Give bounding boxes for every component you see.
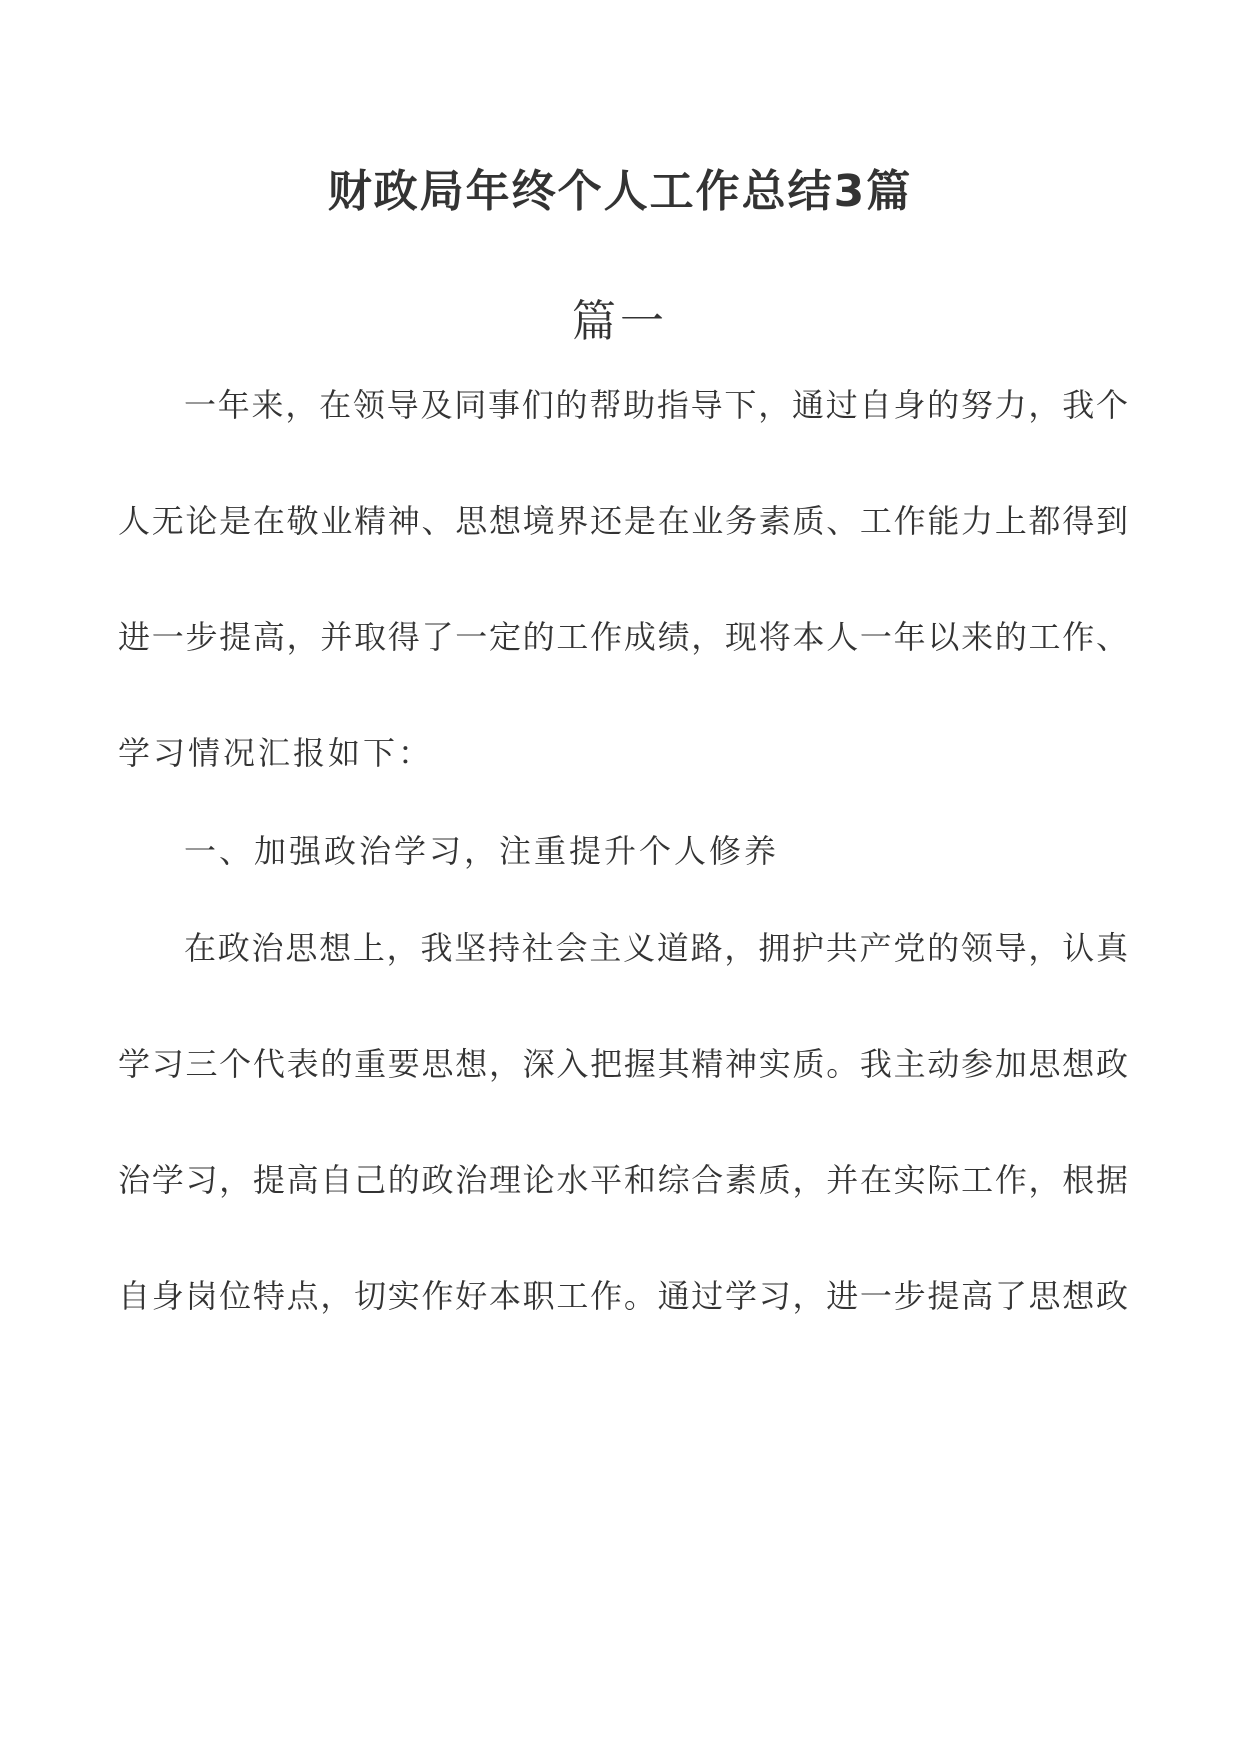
intro-paragraph-line: 人无论是在敬业精神、思想境界还是在业务素质、工作能力上都得到: [118, 502, 1128, 540]
section-title: 篇一: [572, 296, 668, 347]
body-paragraph-line: 治学习，提高自己的政治理论水平和综合素质，并在实际工作，根据: [118, 1161, 1128, 1199]
body-paragraph-line: 学习三个代表的重要思想，深入把握其精神实质。我主动参加思想政: [118, 1045, 1128, 1083]
intro-paragraph-line: 进一步提高，并取得了一定的工作成绩，现将本人一年以来的工作、: [118, 618, 1128, 656]
body-paragraph-line: 自身岗位特点，切实作好本职工作。通过学习，进一步提高了思想政: [118, 1277, 1128, 1315]
body-paragraph-line: 在政治思想上，我坚持社会主义道路，拥护共产党的领导，认真: [184, 929, 1128, 967]
intro-paragraph-line: 一年来，在领导及同事们的帮助指导下，通过自身的努力，我个: [184, 386, 1128, 424]
document-title: 财政局年终个人工作总结3篇: [327, 166, 913, 217]
intro-paragraph-line: 学习情况汇报如下：: [118, 734, 434, 772]
subsection-heading: 一、加强政治学习，注重提升个人修养: [184, 832, 780, 870]
